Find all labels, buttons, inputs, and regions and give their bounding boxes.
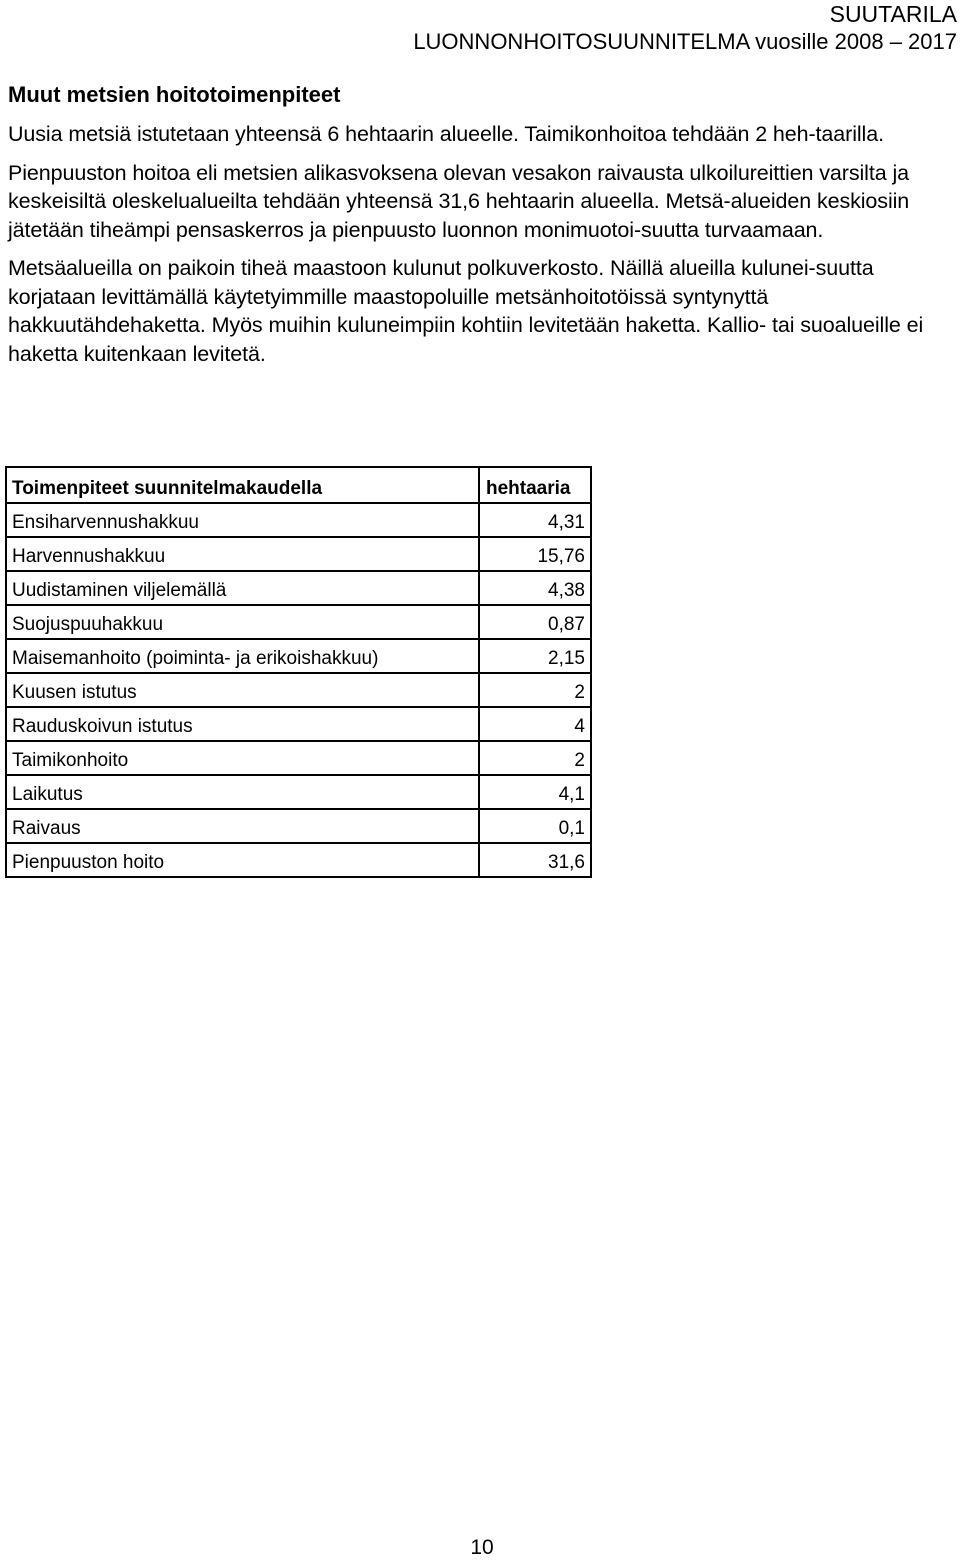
table-row (7, 537, 590, 571)
measure-cell: Kuusen istutus (7, 673, 479, 707)
measures-table-frame (5, 466, 592, 878)
body-text (8, 120, 948, 378)
column-header-hectares: hehtaaria (479, 468, 590, 503)
table-row (7, 843, 590, 876)
table-header-row (7, 468, 590, 503)
hectares-cell: 15,76 (479, 537, 590, 571)
page-number-text: 10 (470, 1536, 494, 1559)
table-row (7, 639, 590, 673)
hectares-cell: 4,31 (479, 503, 590, 537)
table-row (7, 809, 590, 843)
paragraph: Metsäalueilla on paikoin tiheä maastoon kulunut polkuverkosto. Näillä alueilla kulunei-suutta korjataan levittämällä käytetyimmille maastopoluille metsänhoitotöissä syntynyttä hakkuutähdehaketta. Myös muihin kuluneimpiin kohtiin levitetään haketta. Kallio- tai suoalueille ei haketta kuitenkaan levitetä. (8, 256, 924, 366)
table-row (7, 503, 590, 537)
table-body (7, 503, 590, 876)
measure-cell: Uudistaminen viljelemällä (7, 571, 479, 605)
table-row (7, 605, 590, 639)
measure-cell: Pienpuuston hoito (7, 843, 479, 876)
measure-cell: Raivaus (7, 809, 479, 843)
hectares-cell: 4,38 (479, 571, 590, 605)
header-subtitle: LUONNONHOITOSUUNNITELMA vuosille 2008 – 2017 (413, 29, 957, 54)
table-row (7, 707, 590, 741)
page-number (0, 1536, 960, 1560)
hectares-cell: 31,6 (479, 843, 590, 876)
table-row (7, 571, 590, 605)
hectares-cell: 2,15 (479, 639, 590, 673)
measure-cell: Rauduskoivun istutus (7, 707, 479, 741)
table-row (7, 673, 590, 707)
hectares-cell: 2 (479, 741, 590, 775)
hectares-cell: 0,87 (479, 605, 590, 639)
measure-cell: Taimikonhoito (7, 741, 479, 775)
paragraph: Pienpuuston hoitoa eli metsien alikasvoksena olevan vesakon raivausta ulkoilureittien varsilta ja keskeisiltä oleskelualueilta tehdään yhteensä 31,6 hehtaarin alueella. Metsä-alueiden keskiosiin jätetään tiheämpi pensaskerros ja pienpuusto luonnon monimuotoi-suutta turvaamaan. (8, 160, 910, 242)
page-header (413, 0, 957, 56)
measures-table (7, 468, 590, 876)
section-title: Muut metsien hoitotoimenpiteet (8, 82, 341, 107)
measure-cell: Harvennushakkuu (7, 537, 479, 571)
header-title: SUUTARILA (829, 1, 957, 27)
hectares-cell: 0,1 (479, 809, 590, 843)
table-row (7, 741, 590, 775)
hectares-cell: 2 (479, 673, 590, 707)
hectares-cell: 4 (479, 707, 590, 741)
measure-cell: Laikutus (7, 775, 479, 809)
measure-cell: Suojuspuuhakkuu (7, 605, 479, 639)
table-row (7, 775, 590, 809)
paragraph: Uusia metsiä istutetaan yhteensä 6 hehtaarin alueelle. Taimikonhoitoa tehdään 2 heh-taarilla. (8, 122, 884, 146)
measure-cell: Maisemanhoito (poiminta- ja erikoishakkuu) (7, 639, 479, 673)
column-header-measure: Toimenpiteet suunnitelmakaudella (7, 468, 479, 503)
measure-cell: Ensiharvennushakkuu (12, 512, 199, 533)
hectares-cell: 4,1 (479, 775, 590, 809)
